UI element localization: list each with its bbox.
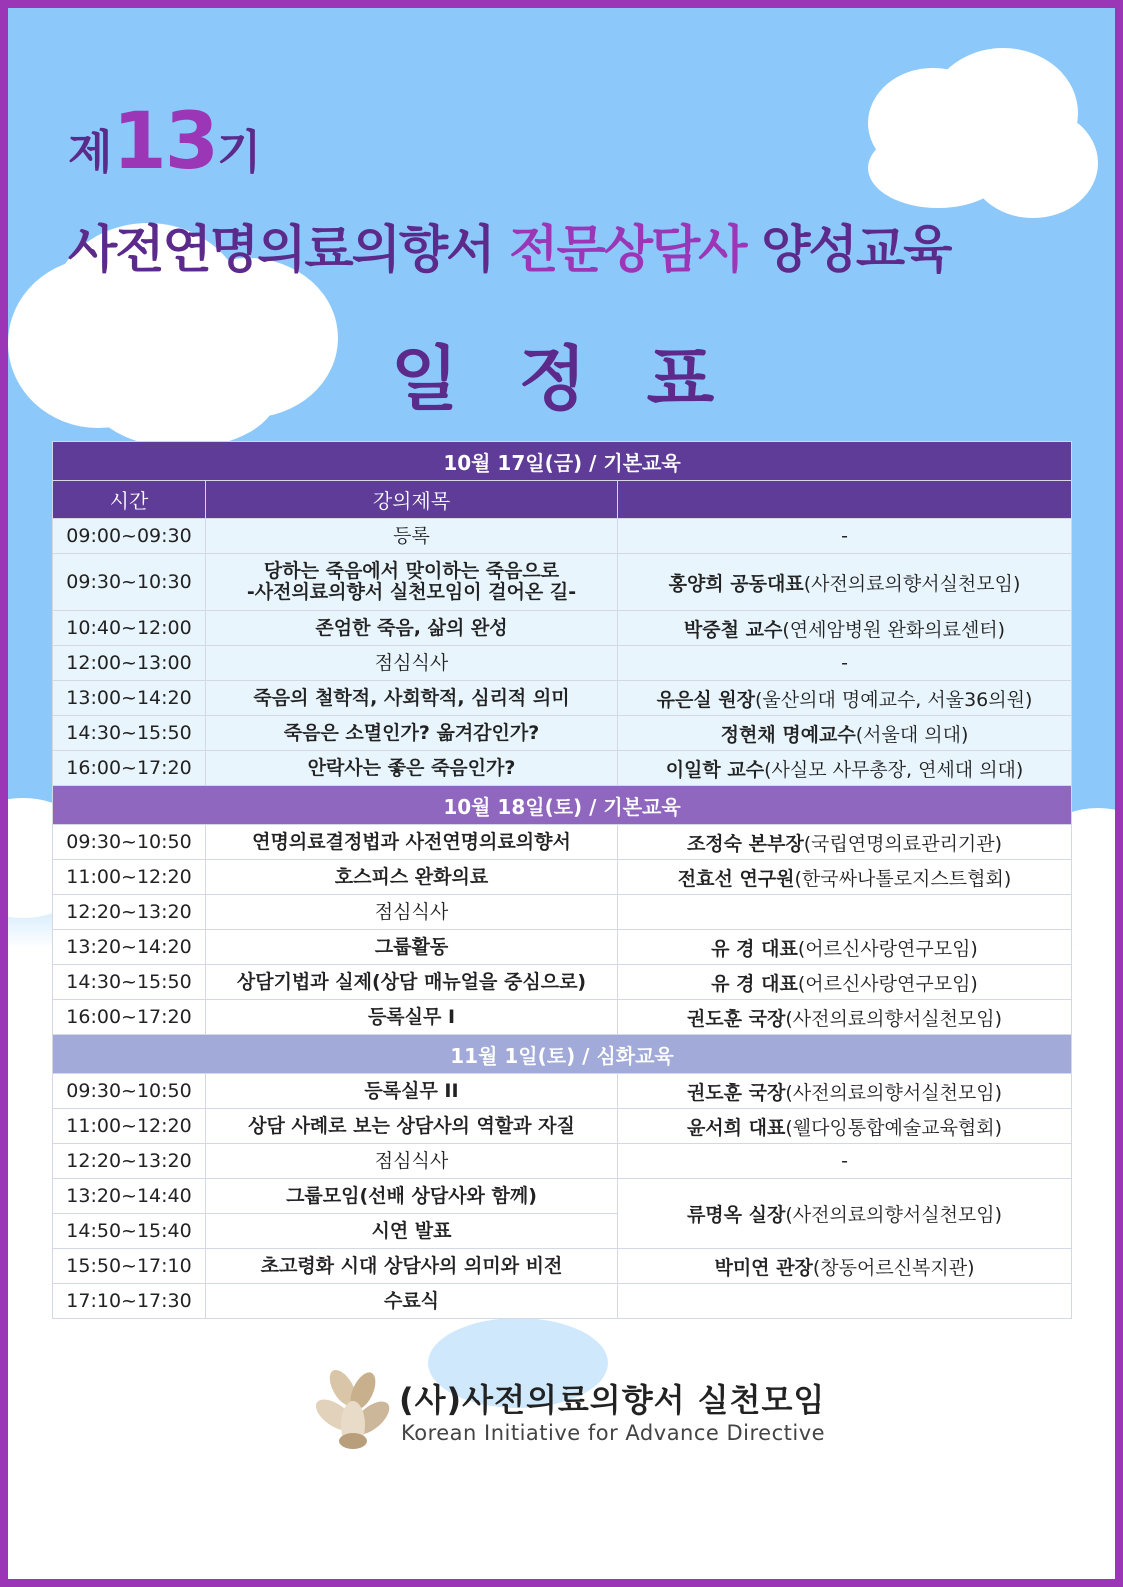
session-time: 14:30~15:50 [53,965,206,1000]
table-row [53,716,1072,751]
session-lecturer: 권도훈 국장(사전의료의향서실천모임) [618,1074,1072,1109]
table-row [53,895,1072,930]
session-lecturer: 유 경 대표(어르신사랑연구모임) [618,965,1072,1000]
table-row [53,1074,1072,1109]
table-row [53,1284,1072,1319]
session-lecturer: 조정숙 본부장(국립연명의료관리기관) [618,825,1072,860]
session-time: 13:20~14:20 [53,930,206,965]
column-header-title: 강의제목 [206,481,618,519]
session-time: 11:00~12:20 [53,860,206,895]
session-time: 11:00~12:20 [53,1109,206,1144]
session-title: 그룹모임(선배 상담사와 함께) [206,1179,618,1214]
table-row [53,1109,1072,1144]
session-title: 점심식사 [206,895,618,930]
session-time: 17:10~17:30 [53,1284,206,1319]
day-header: 10월 17일(금) / 기본교육 [53,442,1072,481]
session-title: 상담기법과 실제(상담 매뉴얼을 중심으로) [206,965,618,1000]
session-title: 점심식사 [206,646,618,681]
session-time: 13:00~14:20 [53,681,206,716]
session-time: 10:40~12:00 [53,611,206,646]
session-lecturer: 이일학 교수(사실모 사무총장, 연세대 의대) [618,751,1072,786]
session-time: 12:00~13:00 [53,646,206,681]
session-lecturer: - [618,519,1072,554]
organization-logo [313,1363,833,1463]
day-header: 11월 1일(토) / 심화교육 [53,1035,1072,1074]
column-header-time: 시간 [53,481,206,519]
session-lecturer: 유 경 대표(어르신사랑연구모임) [618,930,1072,965]
session-title: 등록실무 II [206,1074,618,1109]
leaf-logo-icon [313,1363,393,1453]
session-time: 14:30~15:50 [53,716,206,751]
cloud-right [868,128,1008,208]
session-title: 연명의료결정법과 사전연명의료의향서 [206,825,618,860]
table-row [53,554,1072,611]
title-block [68,97,262,187]
table-row [53,751,1072,786]
table-row [53,965,1072,1000]
session-lecturer: - [618,1144,1072,1179]
session-time: 09:30~10:50 [53,1074,206,1109]
session-title: 죽음은 소멸인가? 옮겨감인가? [206,716,618,751]
session-time: 09:00~09:30 [53,519,206,554]
session-time: 16:00~17:20 [53,751,206,786]
session-time: 14:50~15:40 [53,1214,206,1249]
session-time: 16:00~17:20 [53,1000,206,1035]
session-lecturer [618,1284,1072,1319]
program-title: 사전연명의료의향서 전문상담사 양성교육 [68,221,951,280]
session-title: 시연 발표 [206,1214,618,1249]
session-time: 12:20~13:20 [53,895,206,930]
table-row [53,860,1072,895]
cohort-title: 제13기 [68,97,262,187]
table-row [53,1144,1072,1179]
column-header-lecturer [618,481,1072,519]
session-time: 09:30~10:30 [53,554,206,611]
session-time: 09:30~10:50 [53,825,206,860]
schedule-table [52,441,1072,1319]
table-row [53,519,1072,554]
table-row [53,681,1072,716]
session-title: 수료식 [206,1284,618,1319]
session-time: 15:50~17:10 [53,1249,206,1284]
session-lecturer [618,895,1072,930]
session-title: 상담 사례로 보는 상담사의 역할과 자질 [206,1109,618,1144]
session-title: 존엄한 죽음, 삶의 완성 [206,611,618,646]
session-lecturer: 박중철 교수(연세암병원 완화의료센터) [618,611,1072,646]
table-row [53,1249,1072,1284]
session-lecturer: 윤서희 대표(웰다잉통합예술교육협회) [618,1109,1072,1144]
session-title: 등록실무 I [206,1000,618,1035]
session-lecturer: 정현채 명예교수(서울대 의대) [618,716,1072,751]
session-lecturer: 류명옥 실장(사전의료의향서실천모임) [618,1179,1072,1249]
organization-name-en: Korean Initiative for Advance Directive [401,1421,826,1445]
organization-name-kr: (사)사전의료의향서 실천모임 [399,1381,826,1419]
session-title: 당하는 죽음에서 맞이하는 죽음으로 -사전의료의향서 실천모임이 걸어온 길- [206,554,618,611]
table-row [53,825,1072,860]
table-row [53,1179,1072,1214]
day-header: 10월 18일(토) / 기본교육 [53,786,1072,825]
session-title: 점심식사 [206,1144,618,1179]
session-lecturer: 전효선 연구원(한국싸나톨로지스트협회) [618,860,1072,895]
table-row [53,611,1072,646]
session-lecturer: 홍양희 공동대표(사전의료의향서실천모임) [618,554,1072,611]
session-time: 13:20~14:40 [53,1179,206,1214]
session-title: 그룹활동 [206,930,618,965]
session-title: 안락사는 좋은 죽음인가? [206,751,618,786]
session-title: 등록 [206,519,618,554]
session-title: 초고령화 시대 상담사의 의미와 비전 [206,1249,618,1284]
table-row [53,930,1072,965]
table-row [53,646,1072,681]
session-time: 12:20~13:20 [53,1144,206,1179]
schedule-heading: 일 정 표 [390,338,733,420]
table-row [53,1000,1072,1035]
session-title: 호스피스 완화의료 [206,860,618,895]
session-title: 죽음의 철학적, 사회학적, 심리적 의미 [206,681,618,716]
session-lecturer: 박미연 관장(창동어르신복지관) [618,1249,1072,1284]
session-lecturer: 유은실 원장(울산의대 명예교수, 서울36의원) [618,681,1072,716]
session-lecturer: 권도훈 국장(사전의료의향서실천모임) [618,1000,1072,1035]
session-lecturer: - [618,646,1072,681]
